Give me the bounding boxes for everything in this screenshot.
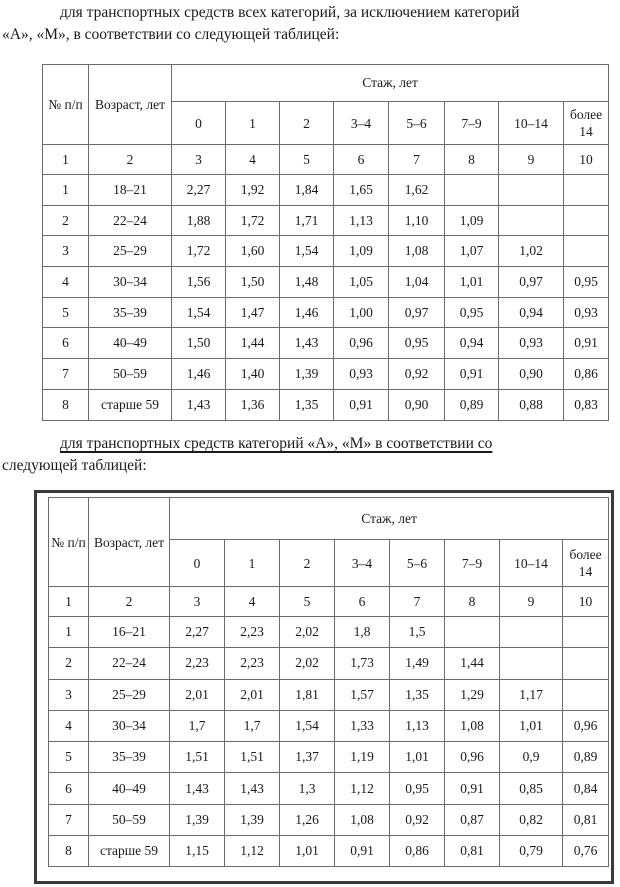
coefficient-cell: 0,93 [499, 328, 564, 359]
header-experience-col: более 14 [564, 102, 609, 145]
coefficient-cell: 0,91 [335, 836, 390, 867]
column-number-cell: 7 [390, 587, 445, 617]
coefficient-cell: 0,94 [445, 328, 499, 359]
coefficient-cell [499, 205, 564, 236]
column-number-cell: 1 [43, 145, 89, 175]
coefficient-cell: 0,96 [334, 328, 389, 359]
table-row [49, 836, 609, 867]
row-number-cell: 7 [49, 804, 89, 835]
coefficient-cell: 1,39 [170, 804, 225, 835]
age-cell: 40–49 [89, 773, 170, 804]
age-cell: 25–29 [89, 236, 172, 267]
coefficient-cell: 0,91 [445, 773, 500, 804]
coefficient-cell: 0,85 [500, 773, 563, 804]
row-number-cell: 8 [43, 389, 89, 420]
table-row [49, 804, 609, 835]
coefficient-cell: 1,08 [335, 804, 390, 835]
coefficient-cell: 0,94 [499, 297, 564, 328]
coefficient-cell: 1,04 [389, 267, 445, 298]
row-number-cell: 6 [49, 773, 89, 804]
header-experience-col: 5–6 [390, 540, 445, 587]
coefficient-cell: 1,19 [335, 742, 390, 773]
column-number-cell: 9 [500, 587, 563, 617]
column-number-cell: 1 [49, 587, 89, 617]
coefficient-cell: 1,01 [445, 267, 499, 298]
coefficient-cell: 0,95 [564, 267, 609, 298]
coefficient-table-all-categories [42, 64, 609, 421]
paragraph-intro-all-categories [0, 2, 612, 46]
coefficient-cell: 2,27 [170, 617, 225, 648]
coefficient-cell: 1,54 [280, 236, 334, 267]
column-number-cell: 10 [564, 145, 609, 175]
coefficient-cell: 0,82 [500, 804, 563, 835]
coefficient-cell: 2,01 [225, 679, 280, 710]
coefficient-cell: 1,48 [280, 267, 334, 298]
header-experience-col: 10–14 [500, 540, 563, 587]
coefficient-cell: 1,29 [445, 679, 500, 710]
coefficient-cell: 0,93 [564, 297, 609, 328]
coefficient-cell: 1,08 [445, 710, 500, 741]
age-cell: 40–49 [89, 328, 172, 359]
coefficient-cell: 1,46 [280, 297, 334, 328]
coefficient-cell [499, 175, 564, 206]
coefficient-cell: 2,23 [225, 617, 280, 648]
coefficient-cell: 1,51 [170, 742, 225, 773]
coefficient-cell: 1,01 [280, 836, 335, 867]
table-row [43, 297, 609, 328]
coefficient-cell: 0,90 [499, 359, 564, 390]
row-number-cell: 4 [49, 710, 89, 741]
coefficient-cell: 0,88 [499, 389, 564, 420]
age-cell: 16–21 [89, 617, 170, 648]
coefficient-cell: 0,79 [500, 836, 563, 867]
coefficient-cell: 1,37 [280, 742, 335, 773]
coefficient-cell: 1,81 [280, 679, 335, 710]
paragraph-line: следующей таблицей: [2, 457, 147, 474]
coefficient-cell: 1,43 [172, 389, 226, 420]
column-number-cell: 6 [335, 587, 390, 617]
coefficient-cell: 1,62 [389, 175, 445, 206]
coefficient-cell: 0,96 [563, 710, 609, 741]
coefficient-cell: 1,15 [170, 836, 225, 867]
header-experience: Стаж, лет [170, 498, 609, 540]
age-cell: 30–34 [89, 710, 170, 741]
coefficient-cell: 0,84 [563, 773, 609, 804]
coefficient-cell: 0,76 [563, 836, 609, 867]
paragraph-line: «А», «М», в соответствии со следующей таблицей: [2, 26, 340, 43]
header-row-number: № п/п [43, 65, 89, 145]
column-number-cell: 8 [445, 587, 500, 617]
header-experience-col: 2 [280, 102, 334, 145]
age-cell: старше 59 [89, 836, 170, 867]
coefficient-cell: 1,49 [390, 648, 445, 679]
age-cell: 22–24 [89, 648, 170, 679]
table-row [43, 328, 609, 359]
table-row [49, 710, 609, 741]
age-cell: 35–39 [89, 297, 172, 328]
coefficient-cell: 0,95 [389, 328, 445, 359]
coefficient-cell: 1,36 [226, 389, 280, 420]
coefficient-cell: 1,44 [226, 328, 280, 359]
coefficient-cell: 2,23 [170, 648, 225, 679]
paragraph-intro-categories-a-m [0, 433, 612, 477]
coefficient-cell: 1,71 [280, 205, 334, 236]
coefficient-cell [564, 175, 609, 206]
row-number-cell: 3 [49, 679, 89, 710]
table-row [43, 359, 609, 390]
coefficient-cell: 1,50 [172, 328, 226, 359]
coefficient-cell: 1,56 [172, 267, 226, 298]
coefficient-cell: 2,23 [225, 648, 280, 679]
coefficient-cell: 1,51 [225, 742, 280, 773]
header-experience-col: более 14 [563, 540, 609, 587]
row-number-cell: 3 [43, 236, 89, 267]
coefficient-cell: 1,09 [334, 236, 389, 267]
coefficient-cell: 1,3 [280, 773, 335, 804]
coefficient-cell: 1,09 [445, 205, 499, 236]
coefficient-cell [564, 205, 609, 236]
coefficient-cell: 1,13 [334, 205, 389, 236]
coefficient-cell: 0,97 [499, 267, 564, 298]
coefficient-cell [564, 236, 609, 267]
header-experience-col: 0 [172, 102, 226, 145]
coefficient-cell: 1,54 [280, 710, 335, 741]
header-experience-col: 3–4 [335, 540, 390, 587]
coefficient-cell: 1,05 [334, 267, 389, 298]
coefficient-cell [445, 617, 500, 648]
table-row [43, 236, 609, 267]
coefficient-cell: 1,40 [226, 359, 280, 390]
coefficient-cell: 0,95 [390, 773, 445, 804]
header-experience-col: 1 [226, 102, 280, 145]
row-number-cell: 7 [43, 359, 89, 390]
table-row [49, 773, 609, 804]
row-number-cell: 2 [49, 648, 89, 679]
coefficient-cell: 1,35 [390, 679, 445, 710]
coefficient-cell [563, 679, 609, 710]
column-number-cell: 9 [499, 145, 564, 175]
header-experience-col: 3–4 [334, 102, 389, 145]
coefficient-cell: 1,47 [226, 297, 280, 328]
column-number-cell: 5 [280, 587, 335, 617]
header-experience: Стаж, лет [172, 65, 609, 102]
coefficient-cell: 0,91 [564, 328, 609, 359]
header-experience-col: 1 [225, 540, 280, 587]
paragraph-line: для транспортных средств категорий «А», «М» в соответствии со [60, 435, 493, 452]
coefficient-cell: 1,07 [445, 236, 499, 267]
coefficient-cell: 1,43 [280, 328, 334, 359]
coefficient-cell: 1,02 [499, 236, 564, 267]
coefficient-cell: 1,8 [335, 617, 390, 648]
coefficient-cell: 1,72 [226, 205, 280, 236]
column-number-cell: 2 [89, 587, 170, 617]
table-row [43, 389, 609, 420]
coefficient-cell: 1,88 [172, 205, 226, 236]
header-experience-col: 7–9 [445, 102, 499, 145]
coefficient-cell: 0,92 [390, 804, 445, 835]
row-number-cell: 8 [49, 836, 89, 867]
coefficient-cell: 0,89 [445, 389, 499, 420]
row-number-cell: 6 [43, 328, 89, 359]
coefficient-cell: 1,35 [280, 389, 334, 420]
row-number-cell: 5 [49, 742, 89, 773]
coefficient-cell: 0,81 [445, 836, 500, 867]
coefficient-cell: 1,43 [225, 773, 280, 804]
coefficient-cell: 0,86 [564, 359, 609, 390]
coefficient-cell: 1,72 [172, 236, 226, 267]
row-number-cell: 1 [49, 617, 89, 648]
coefficient-cell: 0,96 [445, 742, 500, 773]
coefficient-cell: 1,7 [170, 710, 225, 741]
header-experience-col: 7–9 [445, 540, 500, 587]
row-number-cell: 2 [43, 205, 89, 236]
header-experience-col: 2 [280, 540, 335, 587]
coefficient-cell: 1,65 [334, 175, 389, 206]
table-row [43, 267, 609, 298]
table-row [49, 742, 609, 773]
coefficient-cell: 1,39 [225, 804, 280, 835]
coefficient-cell: 0,95 [445, 297, 499, 328]
coefficient-cell: 1,17 [500, 679, 563, 710]
coefficient-cell: 1,92 [226, 175, 280, 206]
age-cell: 30–34 [89, 267, 172, 298]
coefficient-cell: 1,26 [280, 804, 335, 835]
coefficient-cell: 0,86 [390, 836, 445, 867]
header-row-number: № п/п [49, 498, 89, 587]
coefficient-cell: 1,73 [335, 648, 390, 679]
header-experience-col: 5–6 [389, 102, 445, 145]
table-row [49, 617, 609, 648]
paragraph-line: для транспортных средств всех категорий, за исключением категорий [60, 4, 520, 21]
coefficient-cell: 2,02 [280, 648, 335, 679]
coefficient-cell: 1,84 [280, 175, 334, 206]
coefficient-cell: 1,44 [445, 648, 500, 679]
coefficient-cell: 0,91 [334, 389, 389, 420]
header-experience-col: 0 [170, 540, 225, 587]
age-cell: 25–29 [89, 679, 170, 710]
table-row [43, 175, 609, 206]
age-cell: старше 59 [89, 389, 172, 420]
header-age: Возраст, лет [89, 498, 170, 587]
coefficient-cell: 0,92 [389, 359, 445, 390]
coefficient-cell: 1,12 [335, 773, 390, 804]
age-cell: 50–59 [89, 359, 172, 390]
age-cell: 50–59 [89, 804, 170, 835]
coefficient-cell: 1,54 [172, 297, 226, 328]
coefficient-cell: 1,12 [225, 836, 280, 867]
coefficient-cell [500, 617, 563, 648]
coefficient-cell: 2,02 [280, 617, 335, 648]
coefficient-cell: 1,43 [170, 773, 225, 804]
column-number-cell: 4 [225, 587, 280, 617]
coefficient-cell: 2,01 [170, 679, 225, 710]
column-number-cell: 6 [334, 145, 389, 175]
column-number-cell: 7 [389, 145, 445, 175]
table-row [43, 205, 609, 236]
coefficient-cell: 0,9 [500, 742, 563, 773]
coefficient-cell: 0,93 [334, 359, 389, 390]
row-number-cell: 4 [43, 267, 89, 298]
table-row [49, 679, 609, 710]
header-age: Возраст, лет [89, 65, 172, 145]
coefficient-cell: 0,90 [389, 389, 445, 420]
coefficient-cell: 1,13 [390, 710, 445, 741]
coefficient-cell: 1,01 [390, 742, 445, 773]
age-cell: 18–21 [89, 175, 172, 206]
column-number-cell: 8 [445, 145, 499, 175]
coefficient-cell: 1,10 [389, 205, 445, 236]
coefficient-cell: 0,97 [389, 297, 445, 328]
coefficient-cell: 0,81 [563, 804, 609, 835]
coefficient-cell: 1,01 [500, 710, 563, 741]
coefficient-cell: 1,57 [335, 679, 390, 710]
coefficient-table-categories-a-m [48, 497, 609, 867]
column-number-cell: 3 [170, 587, 225, 617]
coefficient-cell [500, 648, 563, 679]
age-cell: 22–24 [89, 205, 172, 236]
coefficient-cell: 2,27 [172, 175, 226, 206]
coefficient-cell: 1,50 [226, 267, 280, 298]
coefficient-cell: 1,7 [225, 710, 280, 741]
column-number-cell: 10 [563, 587, 609, 617]
column-number-cell: 4 [226, 145, 280, 175]
coefficient-cell: 1,08 [389, 236, 445, 267]
coefficient-cell: 1,00 [334, 297, 389, 328]
column-number-cell: 5 [280, 145, 334, 175]
coefficient-cell: 0,83 [564, 389, 609, 420]
coefficient-cell: 1,60 [226, 236, 280, 267]
coefficient-cell [563, 617, 609, 648]
row-number-cell: 1 [43, 175, 89, 206]
coefficient-cell: 1,39 [280, 359, 334, 390]
age-cell: 35–39 [89, 742, 170, 773]
column-number-cell: 2 [89, 145, 172, 175]
coefficient-cell [445, 175, 499, 206]
coefficient-cell: 0,91 [445, 359, 499, 390]
row-number-cell: 5 [43, 297, 89, 328]
header-experience-col: 10–14 [499, 102, 564, 145]
table-row [49, 648, 609, 679]
coefficient-cell: 0,87 [445, 804, 500, 835]
coefficient-cell: 1,33 [335, 710, 390, 741]
coefficient-cell [563, 648, 609, 679]
column-number-cell: 3 [172, 145, 226, 175]
coefficient-cell: 1,5 [390, 617, 445, 648]
coefficient-cell: 1,46 [172, 359, 226, 390]
coefficient-cell: 0,89 [563, 742, 609, 773]
